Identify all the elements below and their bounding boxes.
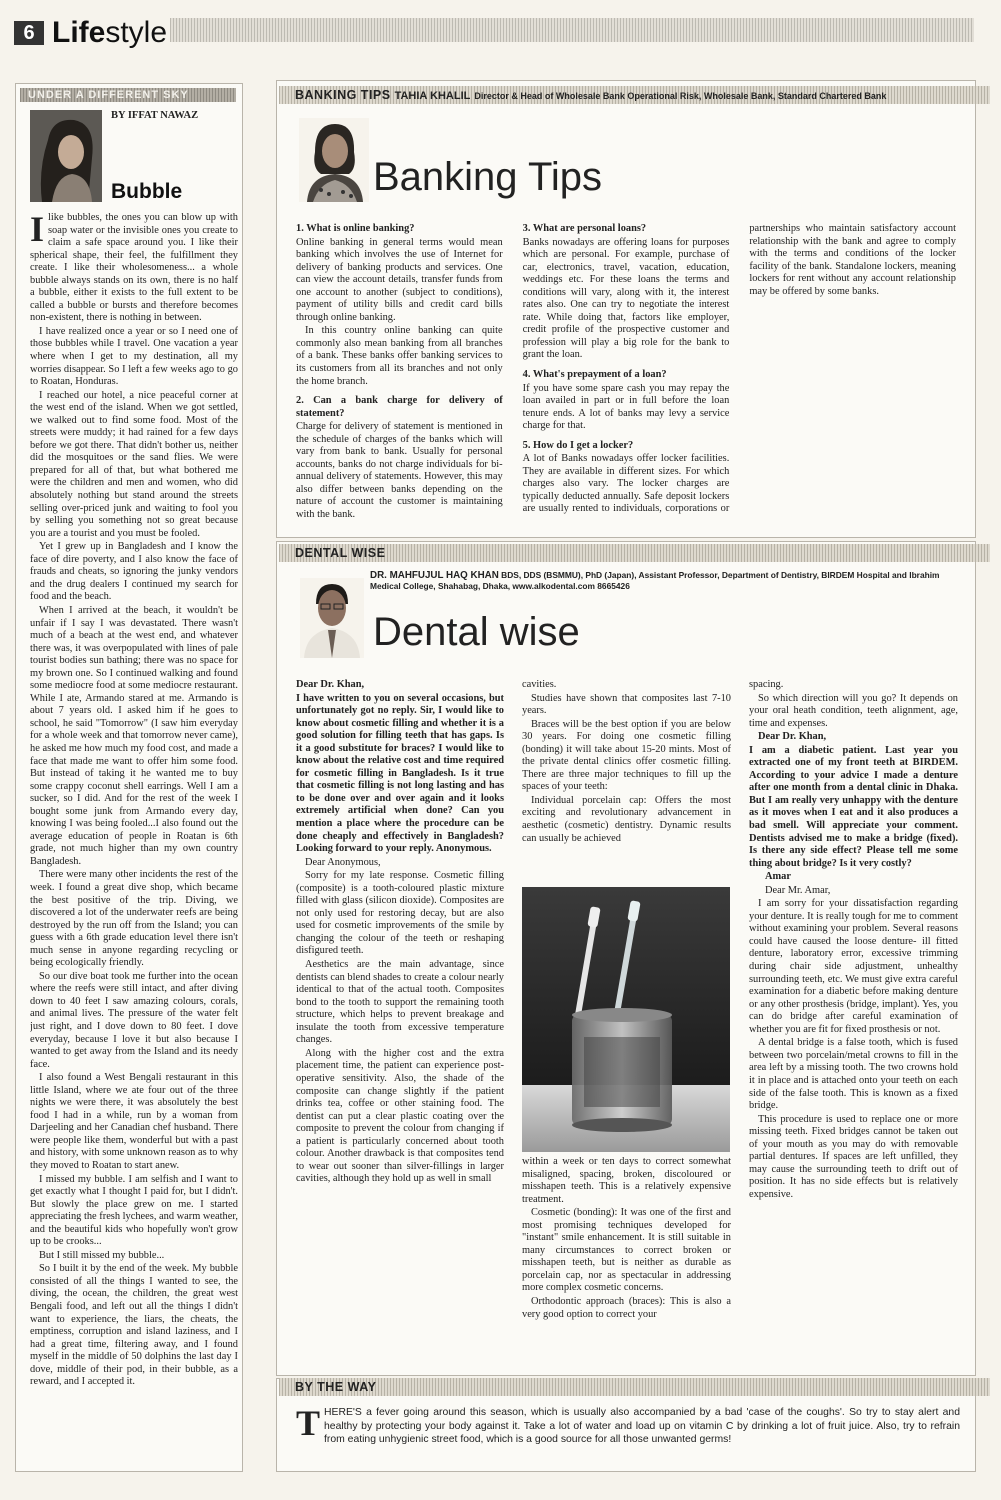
columnist-byline <box>370 570 960 591</box>
author-photo <box>30 110 102 202</box>
strip-label: BANKING TIPS <box>295 88 391 102</box>
dental-strip: DENTAL WISE <box>279 544 990 562</box>
paragraph: So our dive boat took me further into the ocean where the reefs were still intact, and after diving down to 40 feet I saw amazing colours, corals, and animal lives. The pressure of the water felt just right, and I dove down to 80 feet. I dove everyday, because I love it but also because I wanted to get away from the Island and its needy face. <box>30 970 238 1070</box>
header-rule <box>170 18 974 42</box>
by-the-way-strip: BY THE WAY <box>279 1378 990 1396</box>
banking-title: Banking Tips <box>373 155 603 199</box>
columnist-photo <box>300 578 364 658</box>
letter-salutation: Dear Dr. Khan, <box>296 679 365 690</box>
paragraph: But I still missed my bubble... <box>39 1249 165 1261</box>
paragraph: So I built it by the end of the week. My bubble consisted of all the things I wanted to see, the diving, the ocean, the children, the great west Bengali food, and left out all the things I didn't want to experience, the liars, the cheats, the emptiness, corruption and island laziness, and I had a great time, filtering away, and I found myself in the middle of 50 dolphins the last day I dove, middle of their pod, in their bubble, as a reward, and I accepted it. <box>30 1263 238 1388</box>
answer-paragraph: Banks nowadays are offering loans for purposes which are personal. For example, purchase of car, electronics, travel, vacation, education, weddings etc. For these loans the terms and conditions will vary, along with it, the interest rates also. One can try to negotiate the interest rate. While doing that, factors like employer, credit profile of the prospective customer and profession will play a big role for the bank to grant the loan. <box>522 236 730 361</box>
paragraph: I also found a West Bengali restaurant in this little Island, where we ate four out of the three nights we were there, it was absolutely the best food I had in a while, run by a woman from Darjeeling and her Canadian chef husband. There were people like them, wonderful but with a past and history, with some unknown reason as to why they moved to Roatan to start anew. <box>30 1072 238 1172</box>
drop-cap: T <box>296 1403 321 1443</box>
question-heading: 5. How do I get a locker? <box>522 439 634 451</box>
paragraph: When I arrived at the beach, it wouldn't be unfair if I say I was devastated. There wasn't much of a beach at the west end, and whatever there was, it was overpopulated with lines of pale tourist bodies sun bathing; there was no space for my brown one. So I continued walking and found some mediocre food at some mediocre restaurant. While I ate, Armando stared at me. Armando is about 7 years old. I asked him if he goes to school, he said "Tomorrow" (I saw him everyday for a whole week and that tomorrow never came), he asked me how much my food cost, and made a face that made me want to offer him some food. But instead of taking it he wanted me to buy some crappy coconut shell earrings. Well I am a sucker, so I did. And for the rest of the week I bought some junk from Armando every day, knowing I was being fooled...I also found out the average education of people in Roatan is 6th grade, not much higher than my own country Bangladesh. <box>30 604 238 867</box>
columnist-name: TAHIA KHALIL <box>394 90 471 102</box>
dental-column-2-top <box>522 679 731 879</box>
answer-paragraph: Cosmetic (bonding): It was one of the first and most promising techniques developed for "instant" smile enhancement. It is still suitable in many circumstances to correct broken or misshapen teeth, but is neither as durable as porcelain cap, nor as spectacular in addressing more complex cosmetic concerns. <box>522 1207 731 1294</box>
columnist-name: DR. MAHFUJUL HAQ KHAN <box>370 570 499 581</box>
reader-question: I have written to you on several occasions, but unfortunately got no reply. Sir, I would like to know about cosmetic filling and whether it is a good solution for filling teeth that has gaps. Is it a good substitute for braces? I would like to know about the relative cost and time required for cosmetic filling in Bangladesh. Is it true that cosmetic filling is not long lasting and has to be done over and over again and it looks extremely artificial when done? Can you mention a place where the procedure can be done cheaply and effectively in Bangladesh? Looking forward to your reply. Anonymous. <box>296 692 504 855</box>
answer-paragraph: Aesthetics are the main advantage, since dentists can blend shades to create a colour nearly identical to that of the actual tooth. Composites bond to the tooth to support the remaining tooth structure, which helps to prevent breakage and insulate the tooth from excessive temperature changes. <box>296 959 504 1046</box>
column-heading-strip: UNDER A DIFFERENT SKY <box>20 88 236 102</box>
columnist-credentials: BDS, DDS (BSMMU), PhD (Japan), Assistant Professor, Department of Dentistry, BIRDEM Hospital and Ibrahim Medical College, Shahabag, Dhaka, www.alkodental.com 8665426 <box>370 570 940 591</box>
answer-paragraph: Braces will be the best option if you are below 30 years. For doing one cosmetic filling (bonding) it will take about 15-20 mints. Most of the private dental clinics offer cosmetic filling. There are three major techniques to fill up the spaces of your teeth: <box>522 718 731 793</box>
reply-salutation: Dear Anonymous, <box>305 856 381 868</box>
letter-signature: Amar <box>765 871 791 883</box>
section-title-rest: style <box>105 16 168 49</box>
dental-title: Dental wise <box>373 610 580 654</box>
by-the-way-text <box>296 1403 960 1447</box>
question-heading: 1. What is online banking? <box>296 223 415 234</box>
answer-paragraph: Online banking in general terms would mean banking which involves the use of Internet for delivery of banking products and services. One can view the account details, transfer funds from one account to another (subject to conditions), payment of utility bills and credit card bills through online banking. <box>296 236 503 323</box>
banking-body <box>296 223 956 523</box>
toothbrush-photo <box>522 887 730 1152</box>
answer-paragraph: A lot of Banks nowadays offer locker facilities. They are available in different sizes. For which charges also vary. The locker charges are typically deducted annually. Safe deposit lockers are usually rented to individuals, corporations or partnerships who maintain satisfactory account relationship with the bank and agree to comply with the terms and conditions of the locker facility of the bank. Standalone lockers, meaning lockers for rent without any account relationship may be offered by some banks. <box>522 223 956 515</box>
article-title: Bubble <box>111 180 183 203</box>
article-body <box>30 212 238 1460</box>
section-title <box>52 16 167 50</box>
reader-question: I am a diabetic patient. Last year you extracted one of my front teeth at BIRDEM. According to your advice I made a denture after one month from a dental clinic in Dhaka. But I am really very unhappy with the denture as it moves when I eat and it also produces a bad smell. Will appreciate your comment. Dentists advised me to make a bridge (fixed). Is there any side effect? Please tell me some thing about bridge? Is it very costly? <box>749 744 958 869</box>
dental-column-1 <box>296 679 504 1365</box>
reply-salutation: Dear Mr. Amar, <box>765 884 831 896</box>
paragraph: There were many other incidents the rest of the week. I found a great dive shop, which became the best positive of the trip. Diving, we discovered a lot of the underwater reefs are being destroyed by the run off from the Island; you can guess with a 6th grade education level there isn't much sense in anyone regarding recycling or being ecologically friendly. <box>30 869 238 969</box>
paragraph: I have realized once a year or so I need one of those bubbles while I travel. One vacation a year where when I get to my destination, all my worries disappear. So I left a few weeks ago to go to Roatan, Honduras. <box>30 325 238 388</box>
paragraph: I reached our hotel, a nice peaceful corner at the west end of the island. When we got settled, we walked out to find some food. Most of the streets were muddy; it had rained for a few days before we got there. That didn't bother us, neither did the mosquitoes or the sand flies. We were prepared for all of that, but what bothered me were the children and men and women, who did absolutely nothing but stand around the streets selling over-priced junk and waiting to fool you by selling you something not so great because you are a tourist and you must be fooled. <box>30 389 238 539</box>
letter-salutation: Dear Dr. Khan, <box>758 731 827 743</box>
answer-paragraph: Orthodontic approach (braces): This is also a very good option to correct your <box>522 1296 731 1320</box>
answer-paragraph: If you have some spare cash you may repay the loan availed in part or in full before the loan tenure ends. A lot of banks may levy a service charge for that. <box>522 382 730 432</box>
answer-paragraph: spacing. <box>749 679 784 690</box>
question-heading: 2. Can a bank charge for delivery of statement? <box>296 395 503 419</box>
page-number: 6 <box>14 21 44 45</box>
answer-paragraph: Along with the higher cost and the extra placement time, the patient can experience post-operative sensitivity. Also, the shade of the composite can change slightly if the patient drinks tea, coffee or other staining food. The dentist can put a clear plastic coating over the composite to prevent the colour from changing if a patient is particularly concerned about tooth colour. Another drawback is that composites tend to wear out sooner than silver-fillings in larger cavities, although they hold up as well in small <box>296 1047 504 1185</box>
answer-paragraph: So which direction will you go? It depends on your oral heath condition, teeth alignment, age, time and expenses. <box>749 692 958 729</box>
answer-paragraph: Studies have shown that composites last 7-10 years. <box>522 692 731 717</box>
author-byline: BY IFFAT NAWAZ <box>111 110 199 121</box>
answer-paragraph: I am sorry for your dissatisfaction regarding your denture. It is really tough for me to comment without examining your problem. Several reasons could have caused the loose denture- ill fitted denture, laboratory error, excessive trimming during chair side adjustment, unhealthy surrounding teeth, etc. We must give extra careful examination for a diabetic before making denture or any other prosthesis (bridge, implant). Yes, you can do bridge after careful examination of whether you are fit for fixed prosthesis or not. <box>749 898 958 1035</box>
answer-paragraph: A dental bridge is a false tooth, which is fused between two porcelain/metal crowns to fill in the area left by a missing tooth. The two crowns hold it in place and is attached onto your teeth on each side of the false tooth. This is known as a fixed bridge. <box>749 1037 958 1112</box>
paragraph-text: like bubbles, the ones you can blow up with soap water or the invisible ones you create to claim a safe space around you. I like their spherical shape, their feel, the fulfillment they create. I like their wholesomeness... a whole bubble always stands on its own, there is no half a bubble, either it exists to the full extent to be called a bubble or bursts and therefore becomes non-existent, there is nothing in between. <box>30 212 238 324</box>
answer-paragraph: within a week or ten days to correct somewhat misaligned, spacing, broken, discoloured or misshapen teeth. This is a relatively expensive treatment. <box>522 1156 731 1205</box>
question-heading: 3. What are personal loans? <box>522 223 647 234</box>
question-heading: 4. What's prepayment of a loan? <box>522 369 667 381</box>
section-title-bold: Life <box>52 16 106 49</box>
dental-column-3 <box>749 679 958 1365</box>
drop-cap: I <box>30 212 45 249</box>
by-the-way-body: HERE'S a fever going around this season, which is usually also accompanied by a bad 'case of the coughs'. So try to stay alert and healthy by protecting your body against it. Take a lot of water and load up on vitamin C by drinking a lot of fruit juice. Also, try to refrain from eating unhygienic street food, which is a good source for all those unwanted germs! <box>324 1407 960 1446</box>
answer-paragraph: cavities. <box>522 679 557 690</box>
paragraph <box>30 212 238 325</box>
answer-paragraph: Individual porcelain cap: Offers the most exciting and revolutionary advancement in aesthetic (cosmetic) dentistry. Dynamic results can usually be achieved <box>522 794 731 844</box>
answer-paragraph: Sorry for my late response. Cosmetic filling (composite) is a tooth-coloured plastic mixture filled with glass (silicon dioxide). Composites are not only used for restoring decay, but are also used for cosmetic improvements of the smile by changing the colour of the teeth or reshaping disfigured teeth. <box>296 870 504 957</box>
answer-paragraph: Charge for delivery of statement is mentioned in the schedule of charges of the banks which will vary from bank to bank. Usually for personal accounts, banks do not charge individuals for bi-annual delivery of statements. However, this may also differ between banks depending on the nature of account the customer is maintaining with the bank. <box>296 421 503 521</box>
dental-column-2-bottom <box>522 1156 731 1366</box>
answer-paragraph: This procedure is used to replace one or more missing teeth. Fixed bridges cannot be taken out of your mouth as you may do with removable partial dentures. If spaces are left unfilled, they may cause the surrounding teeth to drift out of position. It has no side effects but is relatively expensive. <box>749 1113 958 1200</box>
paragraph: Yet I grew up in Bangladesh and I know the face of dire poverty, and I also know the face of frauds and cheats, so ignoring the junky vendors and the drug dealers I continued my search for food and the beach. <box>30 541 238 603</box>
banking-strip <box>279 86 990 104</box>
columnist-photo <box>299 118 369 202</box>
answer-paragraph: In this country online banking can quite commonly also mean banking from all branches of a bank. These banks offer banking services to its customers from all its branches and not only the home branch. <box>296 325 503 387</box>
columnist-role: Director & Head of Wholesale Bank Operational Risk, Wholesale Bank, Standard Chartered Bank <box>474 91 887 101</box>
paragraph: I missed my bubble. I am selfish and I want to get exactly what I thought I paid for, but I didn't. But slowly the place grew on me. I started appreciating the fresh lychees, and warm weather, and the beautiful kids who hopefully won't grow up to be crooks... <box>30 1173 238 1248</box>
